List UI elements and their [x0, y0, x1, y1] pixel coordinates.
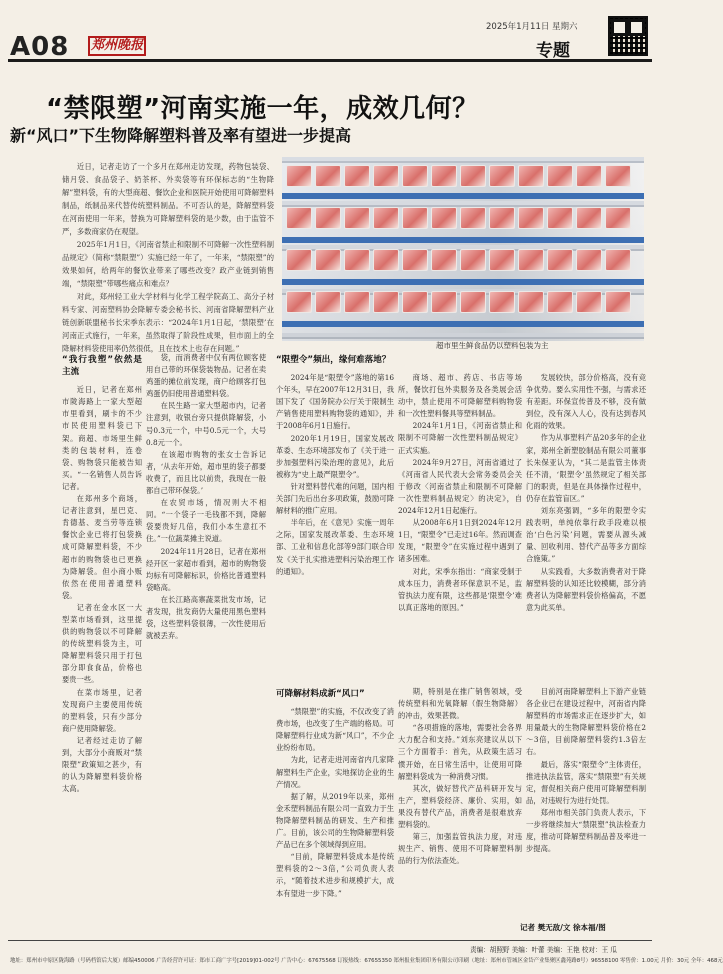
paragraph: 从2008年6月1日到2024年12月1日，“限塑令”已走过16年。然而调查发现，“限塑令”在实施过程中遇到了诸多困难。 — [398, 518, 522, 564]
paragraph: 在菜市场里，记者发现商户主要使用传统的塑料袋，只有少部分商户使用降解袋。 — [62, 687, 142, 733]
paper-logo: 郑州晚报 — [88, 36, 146, 56]
meat-tray-row — [282, 249, 644, 279]
paragraph: 第三，加强监管执法力度，对违规生产、销售、使用不可降解塑料制品的行为依法查处。 — [398, 832, 522, 866]
price-strip — [282, 279, 644, 285]
paragraph: 从实践看，大多数消费者对于降解塑料袋的认知还比较模糊，部分消费者认为降解塑料袋价格偏高，不愿意为此买单。 — [526, 566, 646, 612]
paragraph: “各项措施的落地，需要社会各界大力配合和支持。”刘东亮建议从以下三个方面着手：首先，从政策生活习惯开始，在日常生活中，让使用可降解塑料袋成为一种消费习惯。 — [398, 723, 522, 781]
paragraph: 2020年1月19日，国家发展改革委、生态环境部发布了《关于进一步加强塑料污染治理的意见》，此后被称为“史上最严限塑令”。 — [276, 433, 394, 479]
article-column-5 — [526, 372, 646, 670]
paragraph: 2024年11月28日，记者在郑州经开区一家超市看到，超市的购物袋均标有可降解标识，价格比普通塑料袋略高。 — [146, 546, 266, 592]
paragraph: 2024年1月1日，《河南省禁止和限制不可降解一次性塑料制品规定》正式实施。 — [398, 421, 522, 455]
paragraph: 作为从事塑料产品20多年的企业家，郑州全新塑胶制品有限公司董事长朱保亚认为，“其二是监管主体责任不清，‘限塑令’虽然规定了相关部门的职责，但是在具体操作过程中，仍存在监管盲区。” — [526, 433, 646, 503]
article-column-4 — [398, 372, 522, 670]
paragraph: 2024年是“限塑令”落地的第16个年头，早在2007年12月31日，我国下发了《国务院办公厅关于限制生产销售使用塑料购物袋的通知》，并于2008年6月1日施行。 — [276, 373, 394, 431]
paragraph: “禁限塑”的实施，不仅改变了消费市场，也改变了生产端的格局。可降解塑料行业成为新“风口”，不少企业纷纷布局。 — [276, 707, 394, 753]
supermarket-photo — [282, 157, 644, 341]
paragraph: 针对塑料替代难的问题，国内相关部门先后出台多项政策，鼓励可降解材料的推广应用。 — [276, 481, 394, 516]
paragraph: 对此，宋季东指出：“商家受制于成本压力，消费者环保意识不足，监管执法力度有限，这些都是‘限塑令’难以真正落地的原因。” — [398, 566, 522, 612]
publication-date: 2025年1月11日 星期六 — [486, 22, 578, 32]
paragraph: 商场、超市、药店、书店等场所，餐饮打包外卖服务及各类展会活动中，禁止使用不可降解塑料购物袋和一次性塑料餐具等塑料制品。 — [398, 373, 522, 419]
paragraph: 据了解，从2019年以来，郑州金禾塑料制品有限公司一直致力于生物降解塑料制品的研发、生产和推广。目前，该公司的生物降解塑料袋产品已在多个领域得到应用。 — [276, 791, 394, 850]
price-strip — [282, 237, 644, 243]
article-column-2 — [146, 352, 266, 918]
price-strip — [282, 321, 644, 327]
section-heading: 可降解材料成新“风口” — [276, 689, 365, 699]
intro-paragraph: 近日，记者走访了一个多月在郑州走访发现，药物包装袋、储月袋、食品袋子、奶茶杯、外卖袋等有环保标志的“生物降解”塑料袋，有的大型商超、餐饮企业和医院开始使用可降解塑料制品，纸制品来代替传统塑料制品。不可否认的是，降解塑料袋在河南使用一年来，替换为可降解塑料袋的是少数，由于监管不严，多数商家仍在观望。 — [62, 162, 274, 236]
article-column-3 — [276, 352, 394, 670]
qr-code-icon[interactable] — [608, 16, 648, 56]
section-heading: “我行我塑”依然是主流 — [62, 355, 142, 378]
article-column-8 — [526, 686, 646, 918]
paragraph: 期，特别是在推广销售领域，受传统塑料和光氧降解（假生物降解）的冲击，效果甚微。 — [398, 687, 522, 721]
article-column-1 — [62, 352, 142, 918]
paragraph: 为此，记者走进河南省内几家降解塑料生产企业，实地探访企业的生产情况。 — [276, 755, 394, 789]
byline: 记者 樊无敌/文 徐本福/图 — [520, 923, 606, 932]
page-number: A08 — [10, 32, 70, 62]
intro-paragraph: 2025年1月1日，《河南省禁止和限制不可降解一次性塑料制品规定》（简称“禁限塑”）实施已经一年了，一年来，“禁限塑”的效果如何，给两年的餐饮业带来了哪些改变？政产业链到销售端，“禁限塑”带哪些痛点和难点？ — [62, 240, 274, 288]
paragraph: 2024年9月27日，河南省通过了《河南省人民代表大会常务委员会关于修改〈河南省禁止和限制不可降解一次性塑料制品规定〉的决定》，自2024年12月1日起施行。 — [398, 457, 522, 516]
masthead — [8, 12, 652, 62]
paragraph: 最后，落实“限塑令”主体责任，推进执法监管，落实“禁限塑”有关规定，督促相关商户使用可降解塑料制品，对违规行为进行处罚。 — [526, 759, 646, 805]
paragraph: 记者在金水区一大型菜市场看到，这里提供的购物袋以不可降解的传统塑料袋为主，可降解塑料袋只用于打包部分即食食品，价格也要贵一些。 — [62, 602, 142, 685]
paragraph: 其次，做好替代产品科研开发与生产，塑料袋经济、廉价、实用，如果没有替代产品，消费者是很难放弃塑料袋的。 — [398, 783, 522, 830]
intro-paragraph: 对此，郑州轻工业大学材料与化学工程学院高工、高分子材料专家、河南塑料协会降解专委会秘书长、河南省降解塑料产业链创新联盟秘书长宋季东表示：“2024年1月1日起，‘禁限塑’在河南正式施行，一年来，虽然取得了阶段性成果，但市面上的全降解材料袋使用率仍然很低，且在技术上也存在问题。” — [62, 292, 274, 353]
footer-editors: 责编：胡照野 美编：叶蕾 美编：王艳 校对：王 瓜 — [470, 946, 617, 954]
article-column-6 — [276, 686, 394, 918]
paragraph: 在民生路一家大型超市内，记者注意到，收银台旁只提供降解袋，小号0.3元一个，中号0.5元一个，大号0.8元一个。 — [146, 401, 266, 447]
footer-info: 地址：郑州市中原区陇海路（号码档馆后大厦）邮编450006 广告经营许可证：郑市工商广字号[2019]01-002号 广告中心：67675568 订报热线：67655350 郑州报业集团印务有限公司印刷（地址：郑州市管城区金岱产业集聚区鑫苑路8号）96558100 零售价：1.00元 月价：30元 全年：468元 — [10, 958, 723, 964]
section-heading: “限塑令”频出，缘何难落地？ — [276, 355, 391, 365]
paragraph: 目前河南降解塑料上下游产业链各企业已在建设过程中，河南省内降解塑料的市场需求正在逐步扩大，如用量最大的生物降解塑料袋价格在2～3倍，目前降解塑料袋约1.3倍左右。 — [526, 687, 646, 757]
meat-tray-row — [282, 207, 644, 237]
meat-tray-row — [282, 291, 644, 321]
intro-block — [62, 160, 274, 355]
paragraph: 刘东亮强调，“多年的限塑令实践表明，单纯依靠行政手段难以根治‘白色污染’问题，需要从源头减量、回收利用、替代产品等多方面综合施策。” — [526, 506, 646, 564]
paragraph: 郑州市相关部门负责人表示，下一步将继续加大“禁限塑”执法检查力度，推动可降解塑料制品普及率进一步提高。 — [526, 807, 646, 854]
footer-divider — [8, 940, 652, 941]
paragraph: “目前，降解塑料袋成本是传统塑料袋的2～3倍，”公司负责人表示，“随着技术进步和规模扩大，成本有望进一步下降。” — [276, 852, 394, 898]
paragraph: 半年后，在《意见》实施一周年之际，国家发展改革委、生态环境部、工业和信息化部等9部门联合印发《关于扎实推进塑料污染治理工作的通知》。 — [276, 518, 394, 576]
subheadline: 新“风口”下生物降解塑料普及率有望进一步提高 — [10, 126, 352, 145]
meat-tray-row — [282, 165, 644, 195]
article-column-7 — [398, 686, 522, 918]
paragraph: 在农贸市场，情况则大不相同。“一个袋子一毛钱都不到，降解袋要贵好几倍，我们小本生意扛不住。”一位蔬菜摊主说道。 — [146, 498, 266, 544]
photo-caption: 超市里生鲜食品仍以塑料包装为主 — [436, 341, 549, 350]
price-strip — [282, 193, 644, 199]
paragraph: 在长江路高寨蔬菜批发市场，记者发现，批发商仍大量使用黑色塑料袋，这些塑料袋很薄，一次性使用后就被丢弃。 — [146, 594, 266, 641]
paragraph: 在该超市购物的张女士告诉记者，‘从去年开始，超市里的袋子都要收费了，而且比以前贵，我现在一般都自己带环保袋。’ — [146, 449, 266, 496]
paragraph: 袋，而消费者中仅有两位顾客使用自己带的环保袋装物品。记者在卖鸡蛋的摊位前发现，商户给顾客打包鸡蛋仍旧使用普通塑料袋。 — [146, 353, 266, 399]
paragraph: 发展较快，部分价格高，没有竞争优势。要么实用性不强，与需求还有差距。环保宣传普及不够，没有做到位，没有深入人心，没有达到春风化雨的效果。 — [526, 373, 646, 431]
section-name: 专题 — [536, 41, 570, 61]
paragraph: 近日，记者在郑州市陇海路上一家大型超市里看到，刷卡的不少市民使用塑料袋已下架。商超、市场里生鲜类的包装材料，连卷袋、购物袋只能被告知买。“一名销售人员告诉记者。 — [62, 385, 142, 491]
paragraph: 记者经过走访了解到，大部分小商贩对“禁限塑”政策知之甚少，有的认为降解塑料袋价格太高。 — [62, 735, 142, 794]
paragraph: 在郑州多个商场，记者注意到，星巴克、肯德基、麦当劳等连锁餐饮企业已将打包袋换成可降解塑料袋，不少超市的购物袋也已更换为降解袋。但小商小贩依然在使用普通塑料袋。 — [62, 494, 142, 600]
headline: “禁限塑”河南实施一年，成效几何？ — [46, 94, 479, 124]
